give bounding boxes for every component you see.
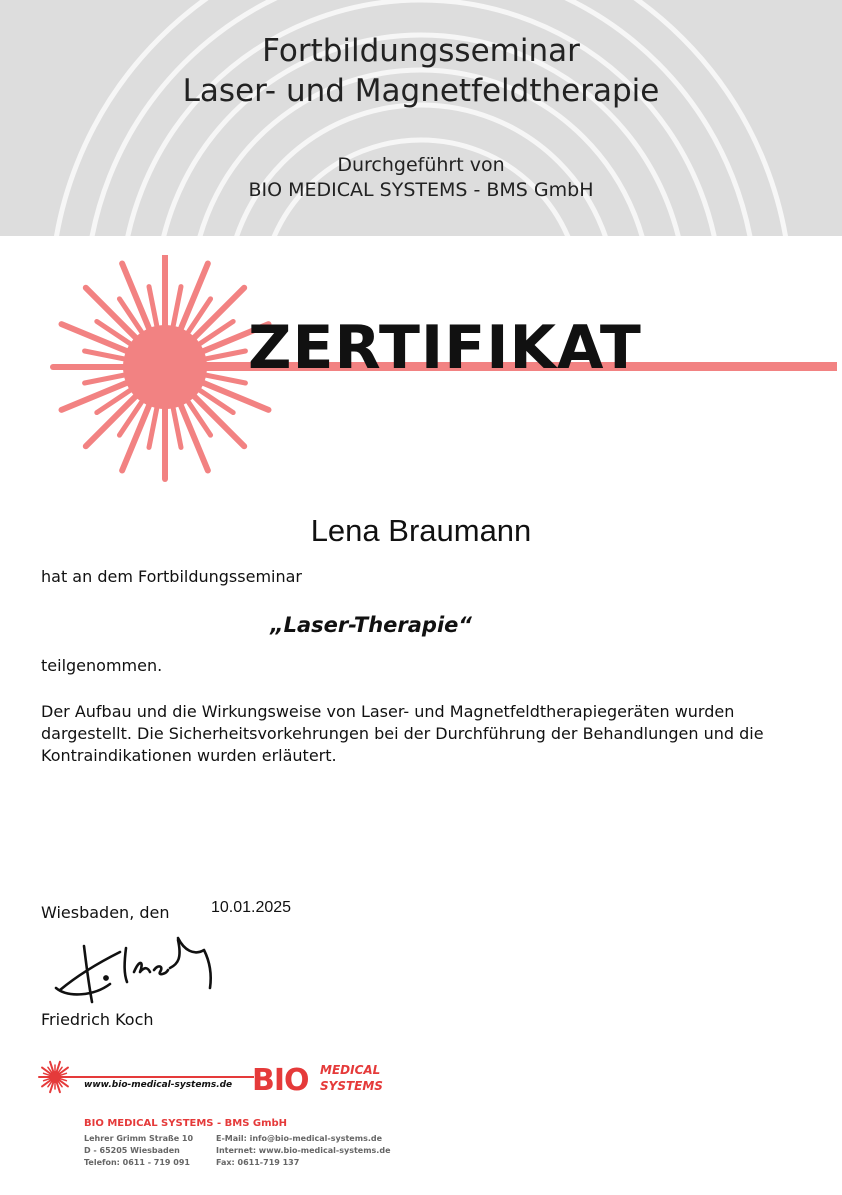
- logo-systems-text: SYSTEMS: [320, 1079, 383, 1093]
- header-subtitle-line1: Durchgeführt von: [337, 154, 505, 176]
- handwritten-signature: [48, 928, 228, 1010]
- logo-medical-text: MEDICAL: [320, 1063, 381, 1077]
- header-banner: [0, 0, 842, 236]
- sun-core: [49, 1071, 61, 1083]
- footer-laser-line: [70, 1076, 254, 1078]
- contact-internet: Internet: www.bio-medical-systems.de: [216, 1146, 391, 1155]
- contact-fax: Fax: 0611-719 137: [216, 1158, 300, 1167]
- address-street: Lehrer Grimm Straße 10: [84, 1134, 194, 1143]
- company-address: [84, 1133, 193, 1169]
- company-name: BIO MEDICAL SYSTEMS - BMS GmbH: [84, 1118, 288, 1129]
- description-text: Der Aufbau und die Wirkungsweise von Laser- und Magnetfeldtherapiegeräten wurden dargestellt. Die Sicherheitsvorkehrungen bei der Durchführung der Behandlungen und die Kontraindikationen wurden erläutert.: [41, 702, 764, 765]
- address-phone: Telefon: 0611 - 719 091: [84, 1158, 190, 1167]
- certificate-heading: ZERTIFIKAT: [248, 313, 642, 383]
- bio-medical-systems-logo: [252, 1060, 400, 1094]
- header-title-line2: Laser- und Magnetfeldtherapie: [182, 73, 660, 109]
- small-laser-sunburst-icon: [38, 1060, 72, 1094]
- intro-text: hat an dem Fortbildungsseminar: [41, 567, 302, 586]
- certificate-date: 10.01.2025: [211, 899, 292, 916]
- header-title-line1: Fortbildungsseminar: [262, 33, 580, 69]
- seminar-title: „Laser-Therapie“: [270, 613, 472, 637]
- footer-website: www.bio-medical-systems.de: [84, 1080, 233, 1090]
- address-city: D - 65205 Wiesbaden: [84, 1146, 180, 1155]
- header-subtitle-line2: BIO MEDICAL SYSTEMS - BMS GmbH: [248, 179, 594, 201]
- company-contact: [216, 1133, 391, 1169]
- participated-text: teilgenommen.: [41, 656, 163, 675]
- contact-email: E-Mail: info@bio-medical-systems.de: [216, 1134, 383, 1143]
- participant-name: Lena Braumann: [310, 513, 532, 548]
- sun-core: [123, 325, 207, 409]
- logo-bio-text: BIO: [252, 1063, 309, 1094]
- place-label: Wiesbaden, den: [41, 903, 170, 922]
- laser-sunburst-icon: [50, 255, 280, 485]
- signer-name: Friedrich Koch: [41, 1010, 154, 1029]
